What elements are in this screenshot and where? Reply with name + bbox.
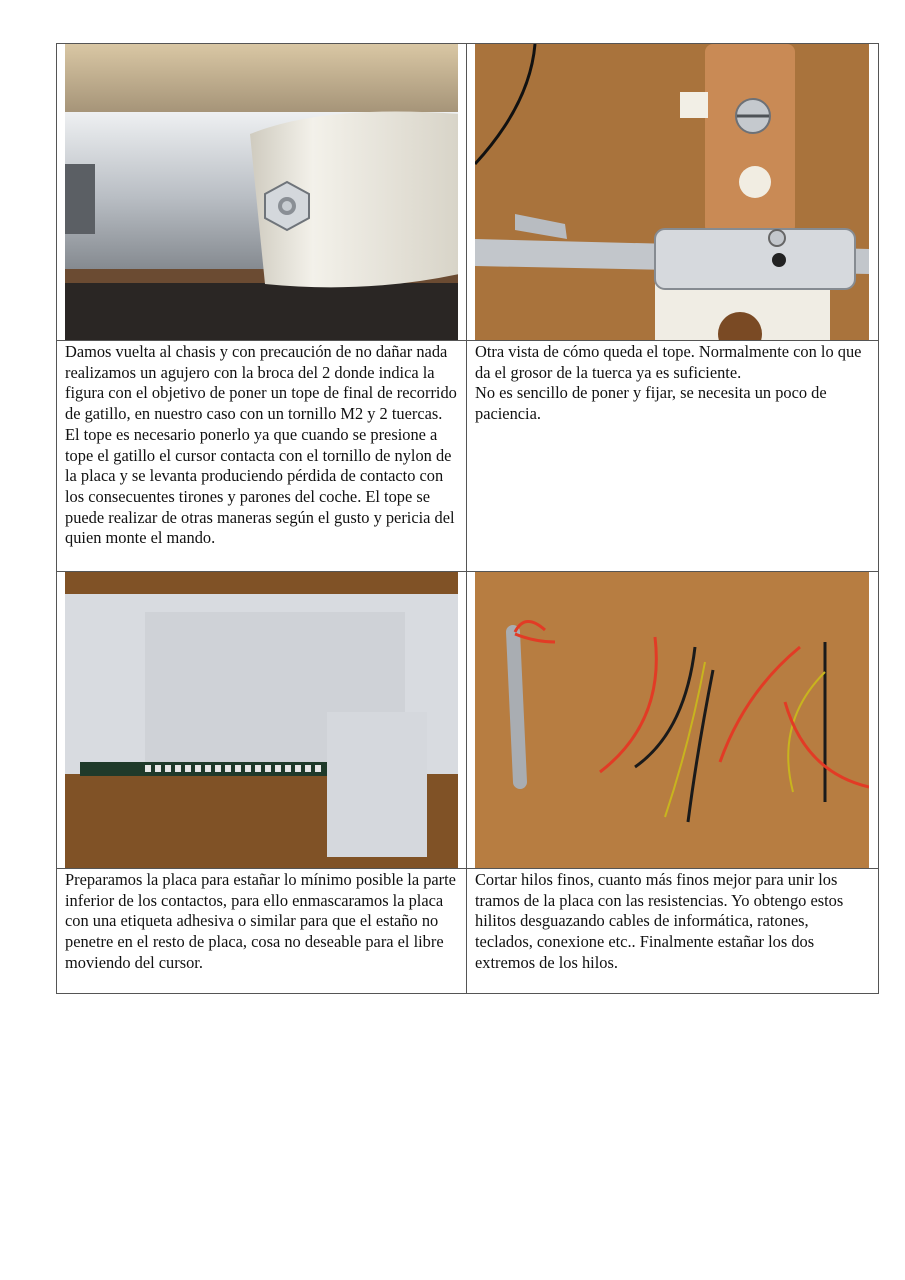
caption-wires [467, 869, 879, 994]
caption-board [57, 869, 467, 994]
photo-cell-wires [467, 572, 879, 869]
caption-chassis [57, 341, 467, 572]
photo-cell-chassis [57, 44, 467, 341]
photo-cell-board [57, 572, 467, 869]
caption-stop [467, 341, 879, 572]
caption-chassis-text: Damos vuelta al chasis y con precaución de no dañar nada realizamos un agujero con la broca del 2 donde indica la figura con el objetivo de poner un tope de final de recorrido de gatillo, en nuestro caso con un tornillo M2 y 2 tuercas. El tope es necesario ponerlo ya que cuando se presione a tope el gatillo el cursor contacta con el tornillo de nylon de la placa y se levanta produciendo pérdida de contacto con los consecuentes tirones y parones del coche. El tope se puede realizar de otras maneras según el gusto y pericia del quien monte el mando. [65, 342, 457, 548]
caption-board-text: Preparamos la placa para estañar lo mínimo posible la parte inferior de los contactos, para ello enmascaramos la placa con una etiqueta adhesiva o similar para que el estaño no penetre en el resto de placa, cosa no deseable para el libre moviendo del cursor. [65, 870, 456, 972]
photo-cell-stop [467, 44, 879, 341]
caption-stop-text-1: Otra vista de cómo queda el tope. Normalmente con lo que da el grosor de la tuerca ya es suficiente. [475, 342, 862, 382]
caption-stop-text-2: No es sencillo de poner y fijar, se necesita un poco de paciencia. [475, 383, 827, 424]
caption-wires-text: Cortar hilos finos, cuanto más finos mejor para unir los tramos de la placa con las resistencias. Yo obtengo estos hilitos desguazando cables de informática, ratones, teclados, conexione etc.. Finalmente estañar los dos extremos de los hilos. [475, 870, 844, 972]
photo-chassis-nut [65, 44, 458, 340]
photo-stop-screw [475, 44, 870, 340]
photo-wires [475, 572, 870, 868]
photo-table [56, 43, 879, 994]
photo-masked-board [65, 572, 458, 868]
